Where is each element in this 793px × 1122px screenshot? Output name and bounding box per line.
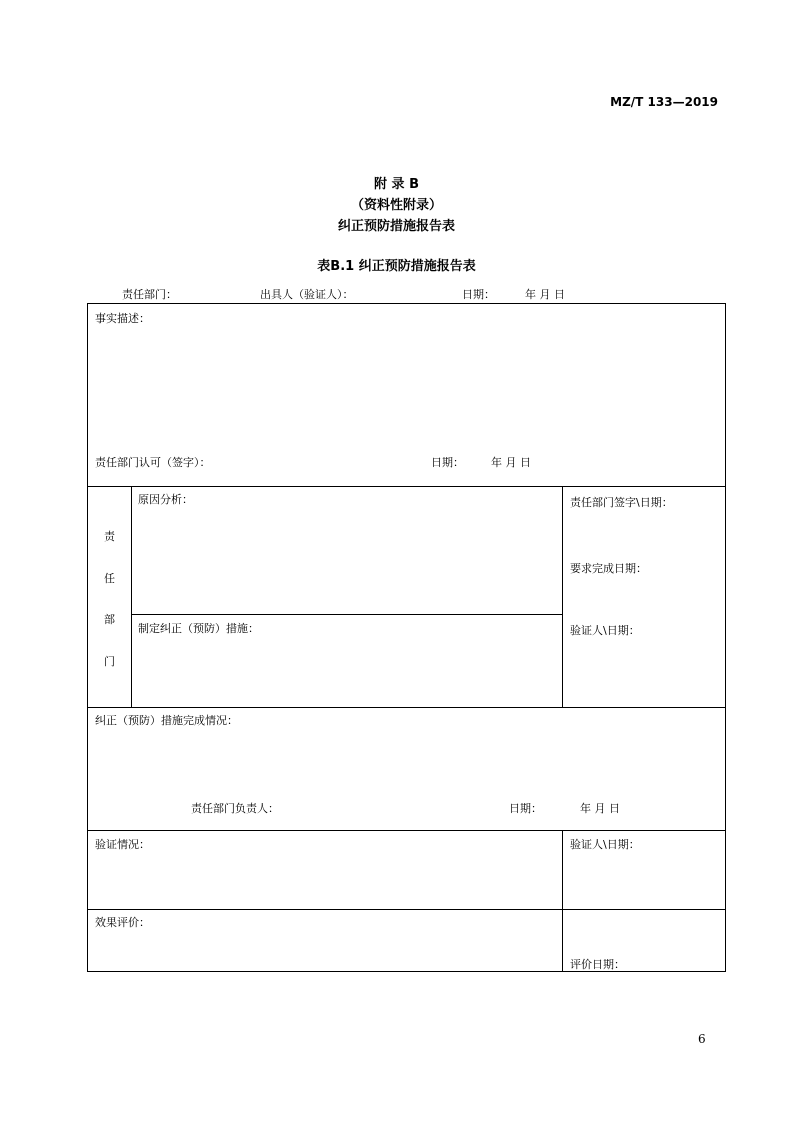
appendix-title: 附 录 B bbox=[374, 177, 419, 192]
ack-date-label: 日期： bbox=[431, 456, 464, 469]
divider-2 bbox=[87, 707, 726, 708]
completion-date-label: 日期： bbox=[509, 802, 542, 815]
vertical-char-2: 任 bbox=[104, 572, 115, 585]
table-caption: 表B.1 纠正预防措施报告表 bbox=[317, 259, 476, 274]
info-date-fill: 年 月 日 bbox=[525, 288, 565, 301]
dept-head-label: 责任部门负责人： bbox=[191, 802, 279, 815]
measure-label: 制定纠正（预防）措施： bbox=[138, 622, 259, 635]
divider-3 bbox=[87, 830, 726, 831]
appendix-name: 纠正预防措施报告表 bbox=[337, 219, 455, 234]
issuer-label: 出具人（验证人）： bbox=[260, 288, 354, 301]
vdivider-dept-column bbox=[131, 486, 132, 707]
due-date-label: 要求完成日期： bbox=[570, 562, 647, 575]
dept-ack-label: 责任部门认可（签字）： bbox=[95, 456, 211, 469]
responsible-dept-label: 责任部门： bbox=[122, 288, 177, 301]
info-date-label: 日期： bbox=[462, 288, 495, 301]
divider-1 bbox=[87, 486, 726, 487]
dept-sign-date-label: 责任部门签字\日期： bbox=[570, 496, 673, 509]
verifier-date-label: 验证人\日期： bbox=[570, 624, 640, 637]
evaluation-date-label: 评价日期： bbox=[570, 958, 625, 971]
cause-analysis-label: 原因分析： bbox=[138, 493, 193, 506]
divider-4 bbox=[87, 909, 726, 910]
page-number: 6 bbox=[698, 1032, 706, 1046]
verification-label: 验证情况： bbox=[95, 838, 150, 851]
divider-cause-measure bbox=[131, 614, 562, 615]
vdivider-section2-right bbox=[562, 486, 563, 707]
appendix-nature: （资料性附录） bbox=[350, 198, 442, 213]
vertical-char-4: 门 bbox=[104, 655, 115, 668]
vertical-char-3: 部 bbox=[104, 613, 115, 626]
vdivider-section45-right bbox=[562, 830, 563, 972]
ack-date-fill: 年 月 日 bbox=[491, 456, 531, 469]
verification-verifier-label: 验证人\日期： bbox=[570, 838, 640, 851]
completion-status-label: 纠正（预防）措施完成情况： bbox=[95, 714, 238, 727]
facts-description-label: 事实描述： bbox=[95, 312, 150, 325]
effect-evaluation-label: 效果评价： bbox=[95, 916, 150, 929]
completion-date-fill: 年 月 日 bbox=[580, 802, 620, 815]
vertical-char-1: 责 bbox=[104, 530, 115, 543]
standard-code: MZ/T 133—2019 bbox=[610, 95, 718, 109]
